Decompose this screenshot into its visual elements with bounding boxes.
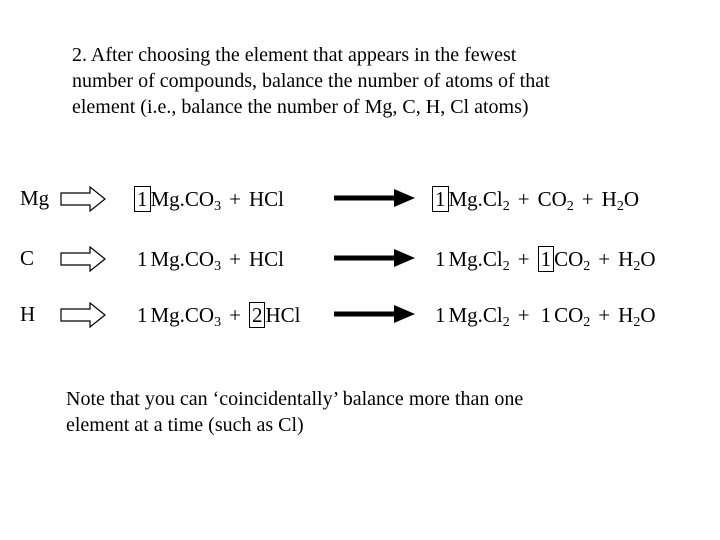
coefficient-box: 1	[432, 186, 449, 212]
reactants: 1 $Mg.CO_3 + 2$ HCl	[134, 302, 300, 328]
note-text	[66, 386, 626, 438]
coefficient-box: 2	[249, 302, 266, 328]
heading-line-3: element (i.e., balance the number of Mg, C, H, Cl atoms)	[72, 96, 529, 118]
coefficient: 1	[137, 247, 148, 271]
reaction-arrow-icon	[334, 246, 416, 270]
coefficient: 1	[540, 303, 552, 327]
step-heading	[72, 42, 672, 120]
coefficient: 1	[435, 247, 446, 271]
element-label: C	[20, 246, 35, 270]
products: 1 $Mg.Cl_2 + CO_2 + H_2O$	[432, 186, 639, 212]
products: 1 $Mg.Cl_2 + 1$ $CO_2 + H_2O$	[432, 302, 655, 328]
coefficient-box: 1	[134, 186, 151, 212]
coefficient-box: 1	[538, 246, 555, 272]
heading-line-1: 2. After choosing the element that appears in the fewest	[72, 44, 517, 66]
reactants: 1 $Mg.CO_3$ + HCl	[134, 186, 284, 212]
reaction-arrow-icon	[334, 302, 416, 326]
note-line-2: element at a time (such as Cl)	[66, 414, 304, 436]
coefficient: 1	[137, 303, 148, 327]
element-label: Mg	[20, 186, 50, 210]
heading-line-2: number of compounds, balance the number of atoms of that	[72, 70, 550, 92]
hollow-arrow-icon	[60, 186, 106, 212]
note-line-1: Note that you can ‘coincidentally’ balance more than one	[66, 388, 524, 410]
equation-row-mg	[0, 180, 720, 220]
equation-row-h	[0, 296, 720, 336]
hollow-arrow-icon	[60, 246, 106, 272]
coefficient: 1	[435, 303, 446, 327]
element-label: H	[20, 302, 36, 326]
reaction-arrow-icon	[334, 186, 416, 210]
equation-row-c	[0, 240, 720, 280]
products: 1 $Mg.Cl_2 + 1$ $CO_2 + H_2O$	[432, 246, 655, 272]
hollow-arrow-icon	[60, 302, 106, 328]
reactants: 1 $Mg.CO_3$ + HCl	[134, 246, 284, 272]
